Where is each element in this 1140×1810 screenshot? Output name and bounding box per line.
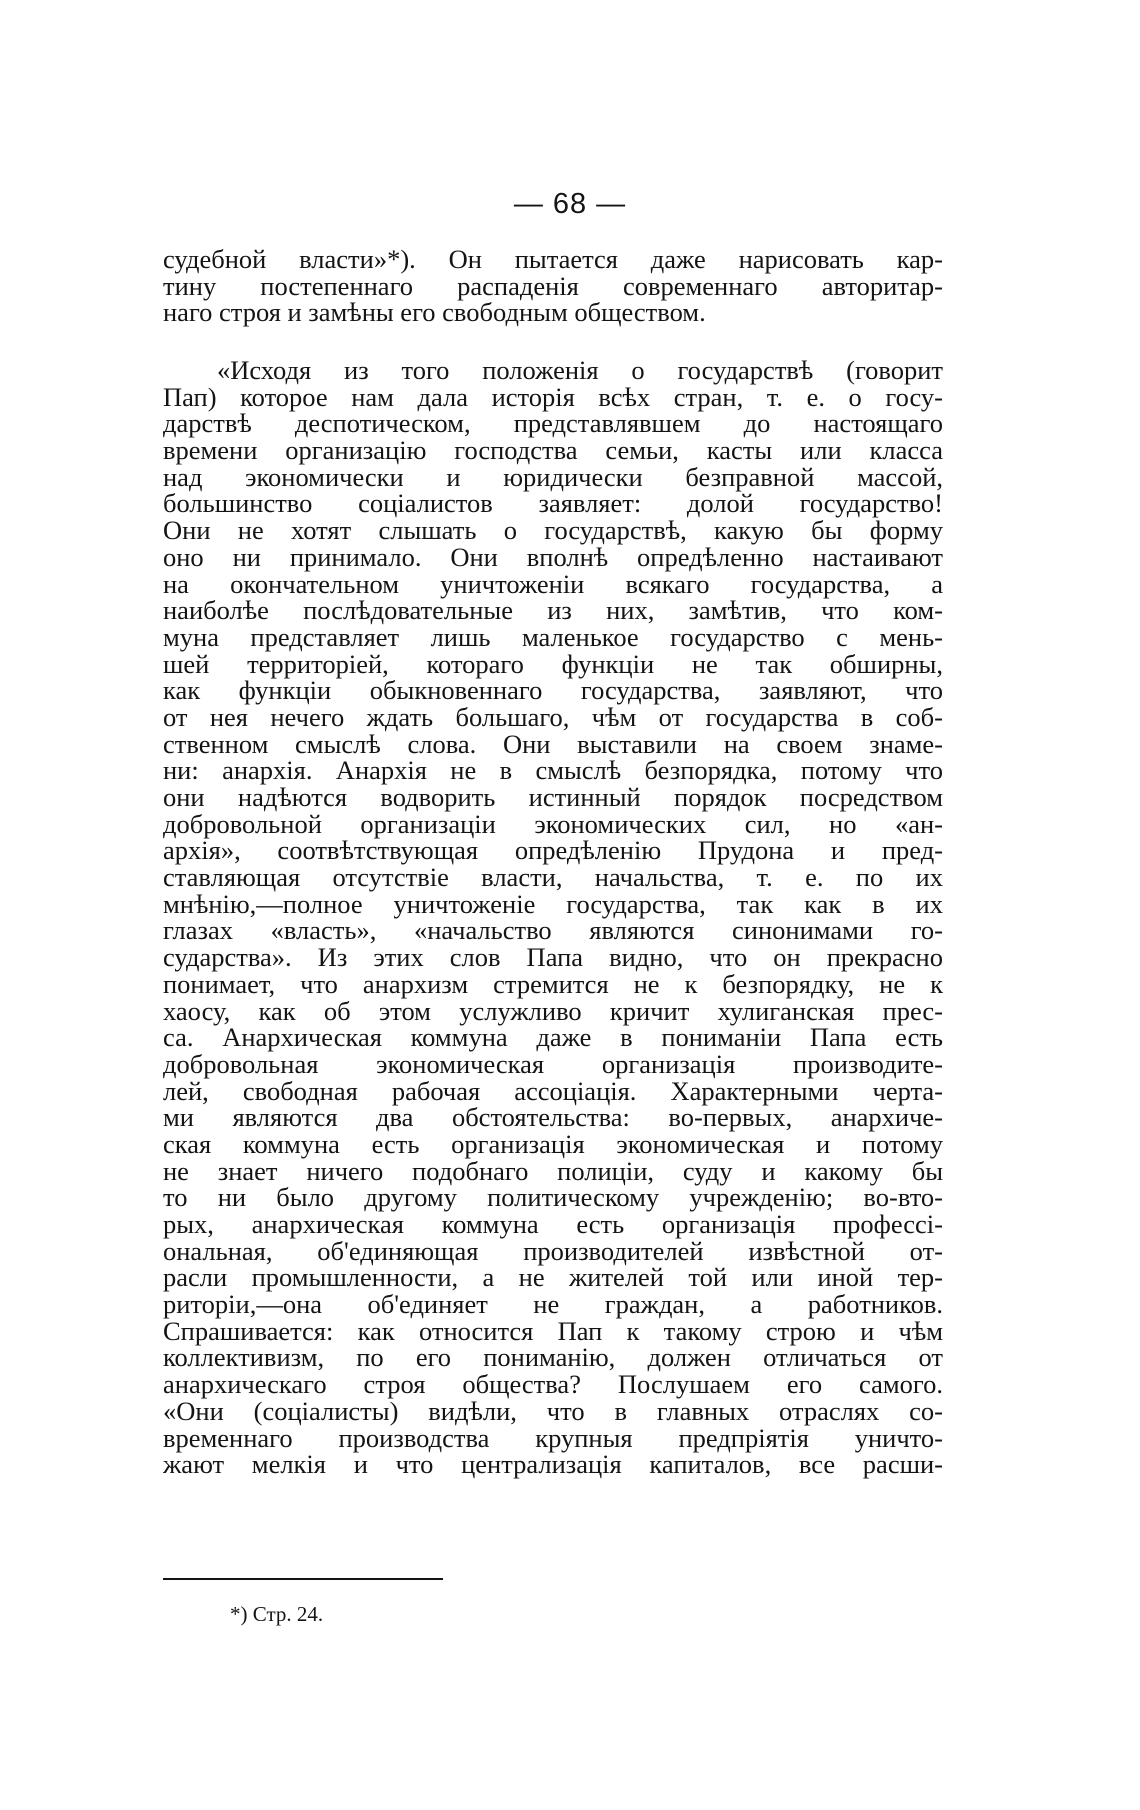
text-line: то ни было другому политическому учрежденію; во-вто- [163,1182,943,1213]
text-line: ская коммуна есть организація экономическая и потому [163,1128,943,1159]
text-line: жают мелкія и что централизація капиталов, все расши- [163,1449,943,1480]
text-line: как функціи обыкновеннаго государства, заявляют, что [163,675,943,706]
text-line: над экономически и юридически безправной массой, [163,461,943,492]
text-line: оно ни принимало. Они вполнѣ опредѣленно настаивают [163,541,943,572]
text-line: добровольная экономическая организація производите- [163,1048,943,1079]
text-line: на окончательном уничтоженіи всякаго государства, а [163,568,943,599]
text-line: дарствѣ деспотическом, представлявшем до настоящаго [163,408,943,439]
text-line: наго строя и замѣны его свободным обществом. [163,297,706,328]
text-line: ственном смыслѣ слова. Они выставили на своем знаме- [163,728,943,759]
text-line: ми являются два обстоятельства: во-первых, анархиче- [163,1102,943,1133]
text-line: понимает, что анархизм стремится не к безпорядку, не к [163,968,943,999]
text-line: анархическаго строя общества? Послушаем его самого. [163,1369,943,1400]
text-line: тину постепеннаго распаденія современнаго авторитар- [163,270,943,301]
text-line: времени организацію господства семьи, касты или класса [163,435,943,466]
text-line: расли промышленности, а не жителей той или иной тер- [163,1262,943,1293]
text-line: мнѣнію,—полное уничтоженіе государства, так как в их [163,888,943,919]
text-line: они надѣются водворить истинный порядок посредством [163,782,943,812]
text-line: риторіи,—она об'единяет не граждан, а работников. [163,1289,943,1320]
text-line: коллективизм, по его пониманію, должен отличаться от [163,1342,943,1373]
text-line: са. Анархическая коммуна даже в пониманіи Папа есть [163,1022,943,1053]
text-line: добровольной организаціи экономических сил, но «ан- [163,808,943,839]
page-number: — 68 — [513,188,627,220]
text-line: временнаго производства крупныя предпріятія уничто- [163,1422,943,1453]
text-line: муна представляет лишь маленькое государство с мень- [163,621,943,652]
text-line: ставляющая отсутствіе власти, начальства, т. е. по их [163,862,943,893]
text-line: судебной власти»*). Он пытается даже нарисовать кар- [163,244,943,274]
text-line: Они не хотят слышать о государствѣ, какую бы форму [163,515,943,546]
footnote: *) Стр. 24. [230,1602,324,1626]
text-line: «Они (соціалисты) видѣли, что в главных отраслях со- [163,1395,943,1426]
text-line: хаосу, как об этом услужливо кричит хулиганская прес- [163,995,943,1026]
footnote-divider [163,1578,443,1580]
paragraph-2 [163,357,943,1478]
text-line: ональная, об'единяющая производителей извѣстной от- [163,1235,943,1266]
text-line: ни: анархія. Анархія не в смыслѣ безпорядка, потому что [163,755,943,786]
text-line: не знает ничего подобнаго полиціи, суду и какому бы [163,1155,943,1186]
text-line: глазах «власть», «начальство являются синонимами го- [163,915,943,946]
paragraph-1 [163,246,943,326]
text-line: от нея нечего ждать большаго, чѣм от государства в соб- [163,701,943,732]
text-line: большинство соціалистов заявляет: долой государство! [163,488,943,519]
text-line: наиболѣе послѣдовательные из них, замѣтив, что ком- [163,595,943,626]
text-line: «Исходя из того положенія о государствѣ (говорит [217,355,943,385]
text-line: архія», соотвѣтствующая опредѣленію Прудона и пред- [163,835,943,866]
text-line: рых, анархическая коммуна есть организація профессі- [163,1209,943,1239]
text-line: сударства». Из этих слов Папа видно, что он прекрасно [163,942,943,973]
text-line: лей, свободная рабочая ассоціація. Характерными черта- [163,1075,943,1106]
text-line: Пап) которое нам дала исторія всѣх стран, т. е. о госу- [163,381,943,412]
text-line: шей территоріей, котораго функціи не так обширны, [163,648,943,679]
text-line: Спрашивается: как относится Пап к такому строю и чѣм [163,1315,943,1346]
